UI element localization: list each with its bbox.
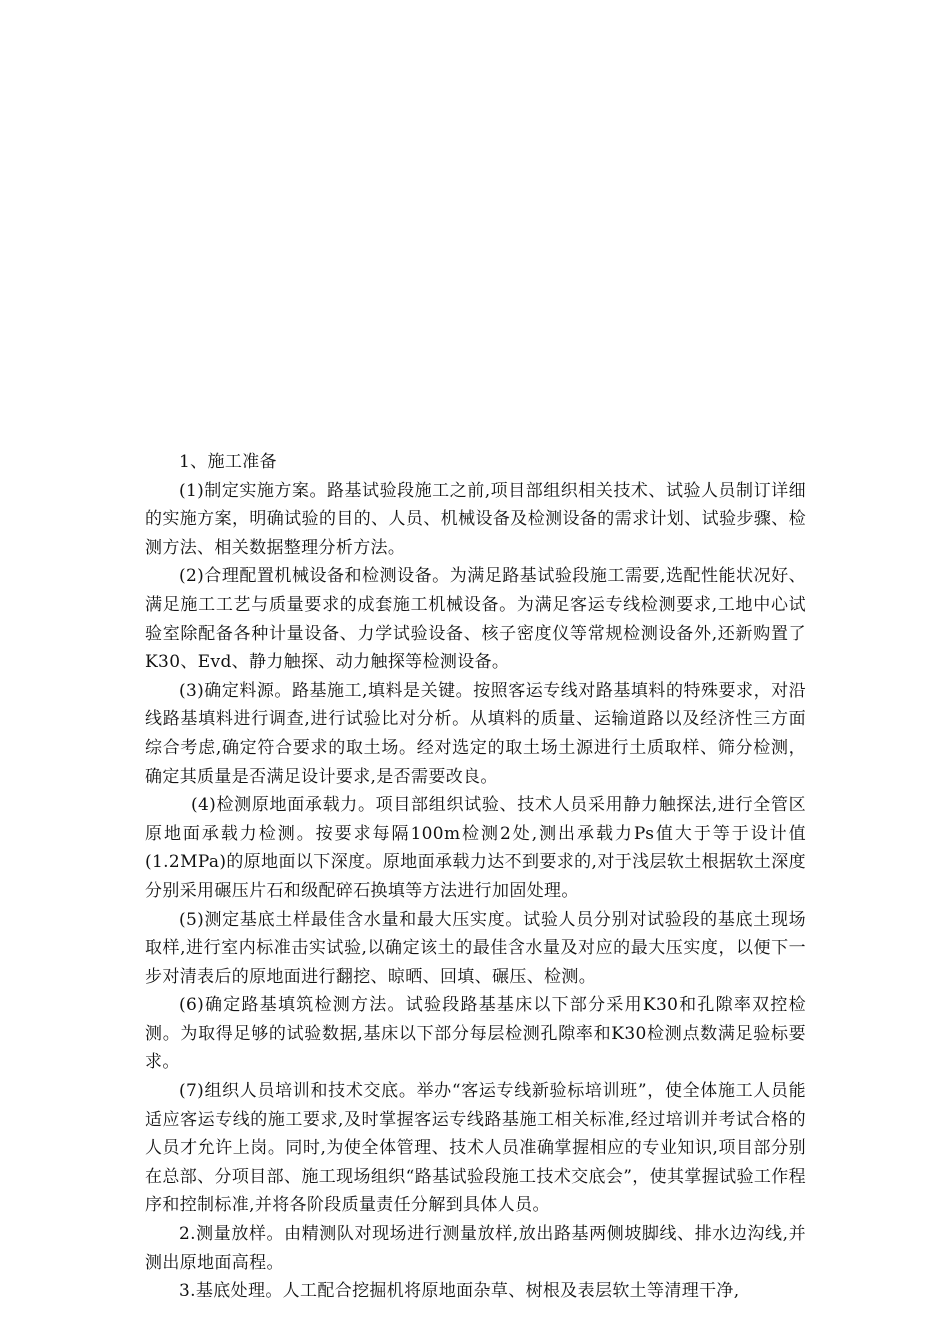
paragraph-training: (7)组织人员培训和技术交底。举办“客运专线新验标培训班”，使全体施工人员能适应客运专线的施工要求,及时掌握客运专线路基施工相关标准,经过培训并考试合格的人员才允许上岗。同时,为使全体管理、技术人员准确掌握相应的专业知识,项目部分别在总部、分项目部、施工现场组织“路基试验段施工技术交底会”，使其掌握试验工作程序和控制标准,并将各阶段质量责任分解到具体人员。: [145, 1081, 806, 1216]
paragraph-implementation-plan: (1)制定实施方案。路基试验段施工之前,项目部组织相关技术、试验人员制订详细的实施方案，明确试验的目的、人员、机械设备及检测设备的需求计划、试验步骤、检测方法、相关数据整理分析方法。: [145, 480, 806, 558]
paragraph-survey-layout: 2.测量放样。由精测队对现场进行测量放样,放出路基两侧坡脚线、排水边沟线,并测出原地面高程。: [145, 1224, 806, 1273]
paragraph-foundation-treatment: 3.基底处理。人工配合挖掘机将原地面杂草、树根及表层软土等清理干净,: [179, 1281, 740, 1302]
section-heading: 1、施工准备: [179, 452, 277, 472]
document-body: [145, 448, 806, 1306]
paragraph-equipment-config: (2)合理配置机械设备和检测设备。为满足路基试验段施工需要,选配性能状况好、满足施工工艺与质量要求的成套施工机械设备。为满足客运专线检测要求,工地中心试验室除配备各种计量设备、力学试验设备、核子密度仪等常规检测设备外,还新购置了K30、Evd、静力触探、动力触探等检测设备。: [145, 566, 806, 673]
paragraph-bearing-capacity: (4)检测原地面承载力。项目部组织试验、技术人员采用静力触探法,进行全管区原地面承载力检测。按要求每隔100m检测2处,测出承载力Ps值大于等于设计值(1.2MPa)的原地面以下深度。原地面承载力达不到要求的,对于浅层软土根据软土深度分别采用碾压片石和级配碎石换填等方法进行加固处理。: [145, 795, 806, 901]
paragraph-inspection-method: (6)确定路基填筑检测方法。试验段路基基床以下部分采用K30和孔隙率双控检测。为取得足够的试验数据,基床以下部分每层检测孔隙率和K30检测点数满足验标要求。: [145, 995, 806, 1073]
paragraph-material-source: (3)确定料源。路基施工,填料是关键。按照客运专线对路基填料的特殊要求，对沿线路基填料进行调查,进行试验比对分析。从填料的质量、运输道路以及经济性三方面综合考虑,确定符合要求的取土场。经对选定的取土场土源进行土质取样、筛分检测，确定其质量是否满足设计要求,是否需要改良。: [145, 680, 806, 787]
paragraph-soil-sample: (5)测定基底土样最佳含水量和最大压实度。试验人员分别对试验段的基底土现场取样,进行室内标准击实试验,以确定该土的最佳含水量及对应的最大压实度，以便下一步对清表后的原地面进行翻挖、晾晒、回填、碾压、检测。: [145, 909, 806, 987]
